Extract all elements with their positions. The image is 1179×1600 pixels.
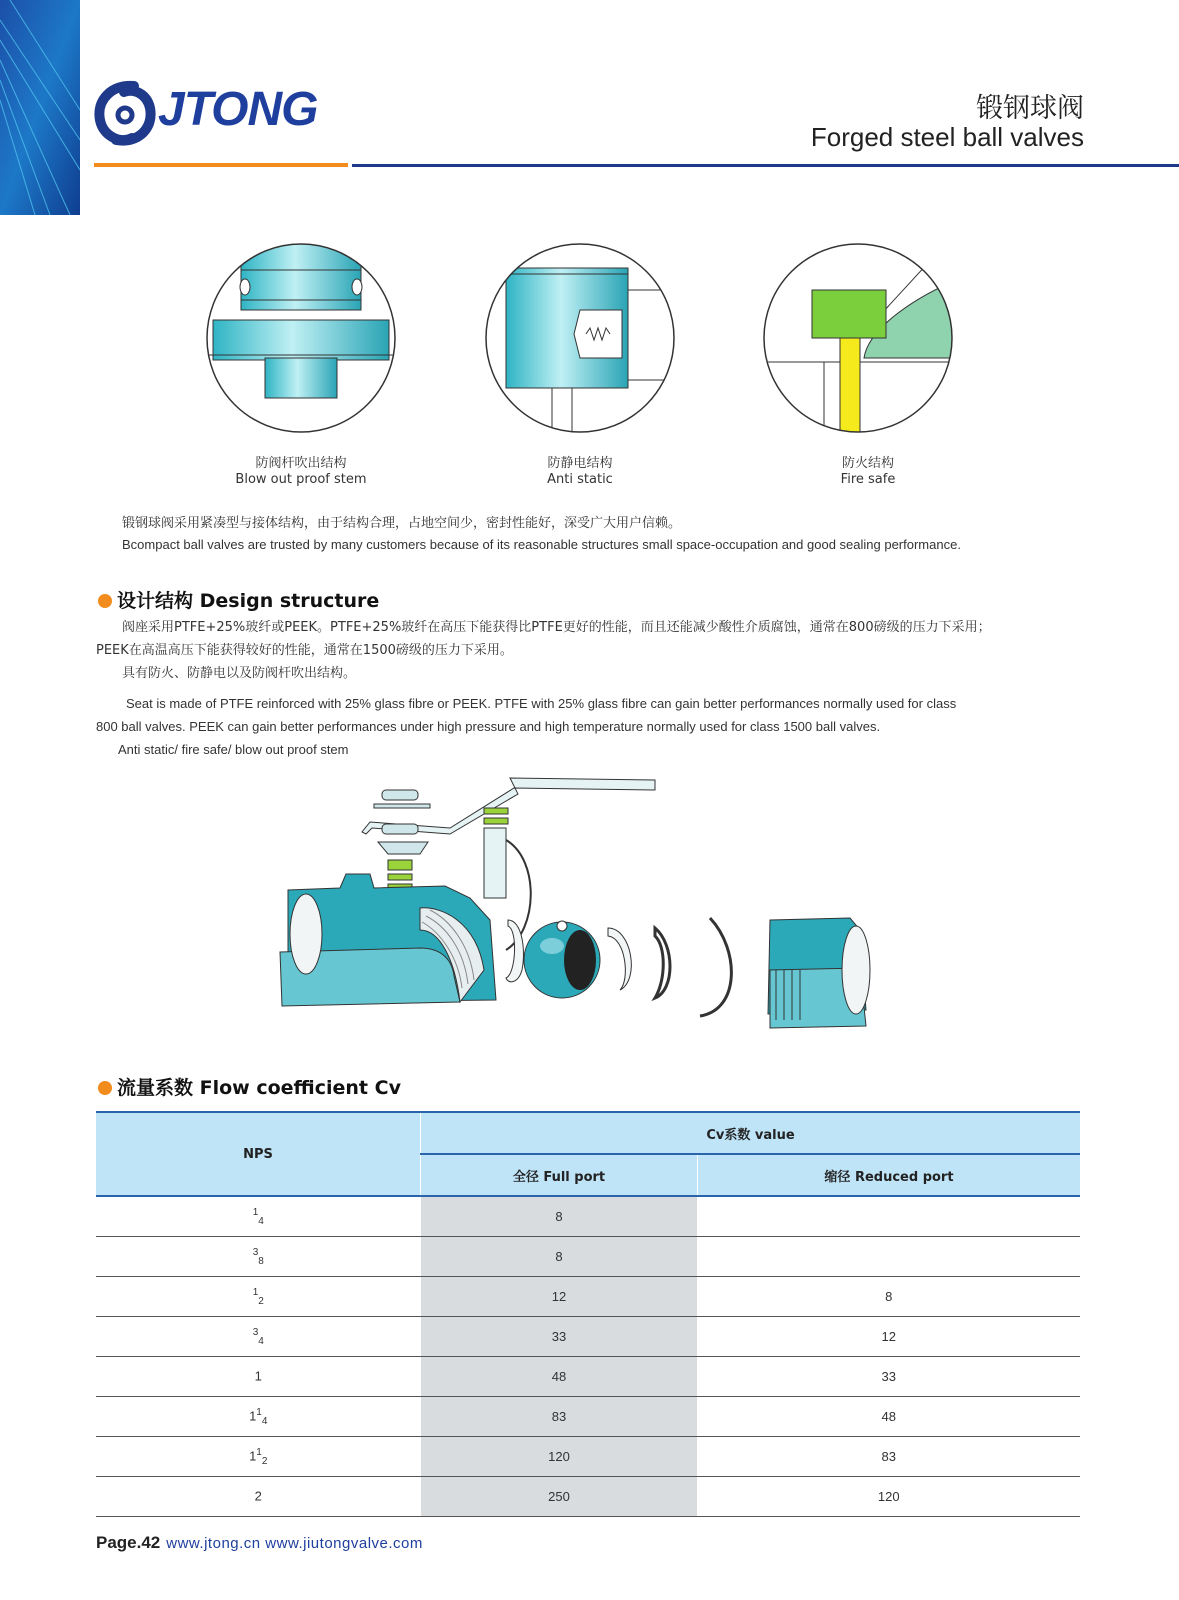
nps-numerator: 1 [252, 1206, 259, 1218]
exploded-valve-illustration [270, 770, 900, 1050]
corner-decoration [0, 0, 80, 215]
logo-mark-icon [94, 78, 156, 152]
caption-fire-safe [758, 456, 978, 488]
caption-cn: 防阀杆吹出结构 [255, 456, 347, 471]
table-row [96, 1237, 1080, 1277]
nps-cell [96, 1196, 421, 1237]
nps-cell [96, 1237, 421, 1277]
caption-cn: 防静电结构 [547, 456, 613, 471]
page-title-cn: 锻钢球阀 [976, 93, 1084, 124]
design-text-cn-2: PEEK在高温高压下能获得较好的性能，通常在1500磅级的压力下采用。 [96, 643, 513, 658]
intro-text-cn: 锻钢球阀采用紧凑型与接体结构，由于结构合理，占地空间少，密封性能好，深受广大用户信赖。 [122, 516, 682, 531]
table-row [96, 1437, 1080, 1477]
page-number: Page.42 [96, 1533, 161, 1552]
table-row [96, 1277, 1080, 1317]
brand-name: JTONG [158, 83, 318, 136]
header-rule [352, 164, 1179, 167]
header-cv-value: Cv系数 value [421, 1112, 1081, 1154]
table-row [96, 1477, 1080, 1517]
reduced-port-cell: 33 [697, 1357, 1080, 1397]
table-row [96, 1357, 1080, 1397]
anti-static-diagram [482, 240, 678, 436]
page-title-en: Forged steel ball valves [810, 122, 1084, 152]
caption-en: Blow out proof stem [235, 472, 367, 487]
flow-coefficient-heading [98, 1073, 401, 1100]
header-full-port: 全径 Full port [421, 1154, 698, 1196]
brand-logo [94, 78, 354, 170]
caption-en: Anti static [547, 472, 613, 487]
nps-numerator: 1 [256, 1446, 262, 1458]
nps-cell [96, 1397, 421, 1437]
full-port-cell: 33 [421, 1317, 698, 1357]
full-port-cell: 250 [421, 1477, 698, 1517]
reduced-port-cell: 8 [697, 1277, 1080, 1317]
nps-denominator: 2 [261, 1455, 268, 1467]
nps-cell [96, 1357, 421, 1397]
design-text-cn-3: 具有防火、防静电以及防阀杆吹出结构。 [122, 666, 357, 681]
full-port-cell: 83 [421, 1397, 698, 1437]
blow-out-proof-stem-diagram [203, 240, 399, 436]
reduced-port-cell [697, 1237, 1080, 1277]
nps-numerator: 1 [252, 1286, 259, 1298]
caption-en: Fire safe [840, 472, 896, 487]
full-port-cell: 8 [421, 1196, 698, 1237]
nps-denominator: 4 [261, 1415, 268, 1427]
caption-blow-out-proof-stem [191, 456, 411, 488]
nps-denominator: 4 [258, 1215, 264, 1227]
cv-table [96, 1111, 1080, 1517]
nps-denominator: 8 [258, 1255, 264, 1267]
fire-safe-diagram [760, 240, 956, 436]
nps-whole: 1 [254, 1367, 262, 1383]
caption-cn: 防火结构 [841, 456, 894, 471]
nps-whole: 1 [249, 1407, 257, 1423]
reduced-port-cell [697, 1196, 1080, 1237]
table-row [96, 1397, 1080, 1437]
reduced-port-cell: 120 [697, 1477, 1080, 1517]
bullet-dot-icon [98, 594, 112, 608]
caption-anti-static [470, 456, 690, 488]
nps-whole: 2 [254, 1487, 262, 1503]
bullet-dot-icon [98, 1081, 112, 1095]
design-text-en-1: Seat is made of PTFE reinforced with 25% glass fibre or PEEK. PTFE with 25% glass fibre can gain better performances normally used for class [126, 696, 957, 711]
table-row [96, 1196, 1080, 1237]
nps-numerator: 3 [252, 1246, 259, 1258]
nps-cell [96, 1477, 421, 1517]
heading-en: Design structure [199, 590, 380, 612]
nps-denominator: 2 [258, 1295, 264, 1307]
full-port-cell: 48 [421, 1357, 698, 1397]
nps-whole: 1 [249, 1447, 257, 1463]
full-port-cell: 120 [421, 1437, 698, 1477]
intro-text-en: Bcompact ball valves are trusted by many customers because of its reasonable structures small space-occupation and good sealing performance. [122, 537, 961, 552]
full-port-cell: 8 [421, 1237, 698, 1277]
nps-denominator: 4 [258, 1335, 264, 1347]
nps-cell [96, 1437, 421, 1477]
logo-underline [94, 163, 348, 167]
reduced-port-cell: 12 [697, 1317, 1080, 1357]
nps-cell [96, 1317, 421, 1357]
table-row [96, 1317, 1080, 1357]
design-text-en-3: Anti static/ fire safe/ blow out proof stem [118, 742, 349, 757]
heading-en: Flow coefficient Cv [199, 1077, 401, 1099]
page-footer [96, 1533, 423, 1553]
header-reduced-port: 缩径 Reduced port [697, 1154, 1080, 1196]
header-nps: NPS [96, 1112, 421, 1196]
nps-numerator: 1 [256, 1406, 262, 1418]
reduced-port-cell: 48 [697, 1397, 1080, 1437]
full-port-cell: 12 [421, 1277, 698, 1317]
heading-cn: 流量系数 [117, 1077, 194, 1099]
nps-numerator: 3 [252, 1326, 259, 1338]
design-structure-heading [98, 586, 379, 613]
design-text-en-2: 800 ball valves. PEEK can gain better performances under high pressure and high temperature normally used for class 1500 ball valves. [96, 719, 881, 734]
website-links[interactable]: www.jtong.cn www.jiutongvalve.com [166, 1535, 423, 1552]
nps-cell [96, 1277, 421, 1317]
design-text-cn-1: 阀座采用PTFE+25%玻纤或PEEK。PTFE+25%玻纤在高压下能获得比PTFE更好的性能，而且还能减少酸性介质腐蚀，通常在800磅级的压力下采用； [122, 620, 991, 635]
heading-cn: 设计结构 [117, 590, 194, 612]
reduced-port-cell: 83 [697, 1437, 1080, 1477]
